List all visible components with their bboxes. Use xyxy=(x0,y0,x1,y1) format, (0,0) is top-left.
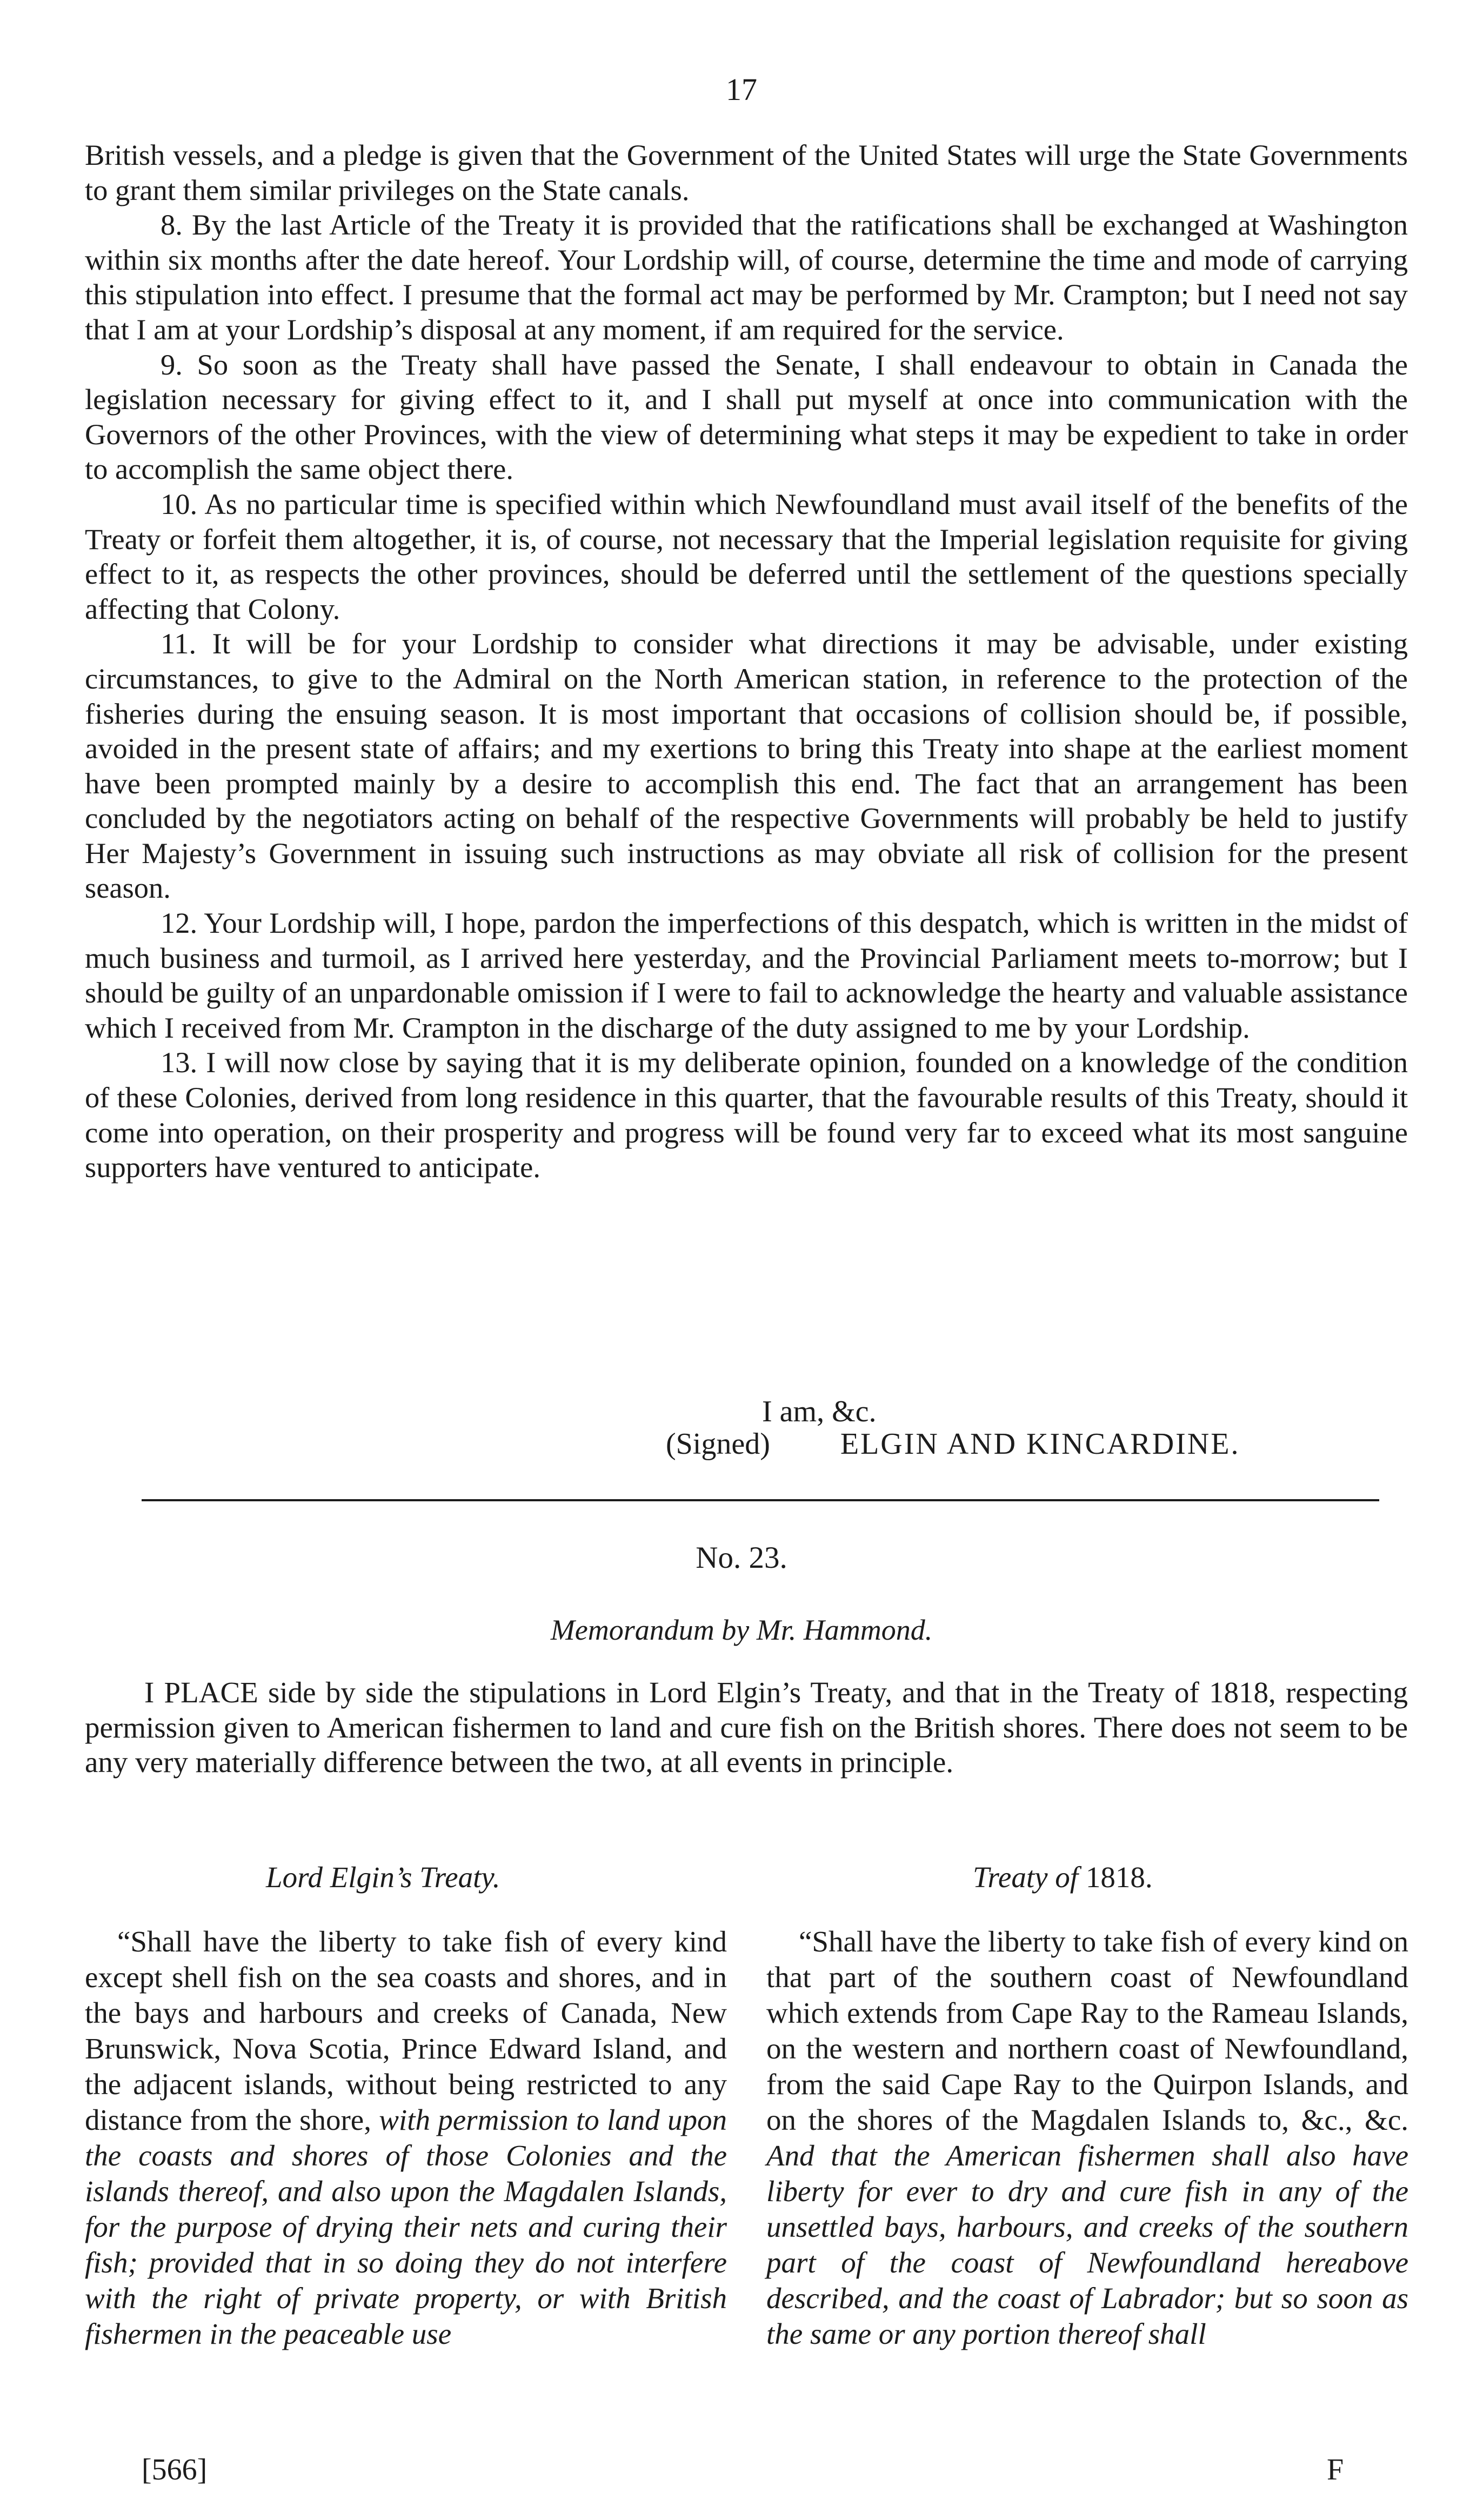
signed-label: (Signed) xyxy=(666,1427,770,1461)
paragraph-12: 12. Your Lordship will, I hope, pardon the imperfections of this despatch, which is written in the midst of much business and turmoil, as I arrived here yesterday, and the Provincial Parliament meets to-morrow; but I should be guilty of an unpardonable omission if I were to fail to acknowledge the hearty and valuable assistance which I received from Mr. Crampton in the discharge of the duty assigned to me by your Lordship. xyxy=(85,906,1408,1044)
signatory-name: ELGIN AND KINCARDINE. xyxy=(840,1427,1240,1461)
elgin-treaty-text xyxy=(85,1924,727,2352)
treaty-1818-text xyxy=(766,1924,1408,2352)
paragraph-11: 11. It will be for your Lordship to consider what directions it may be advisable, under existing circumstances, to give to the Admiral on the North American station, in reference to the protection of the fisheries during the ensuing season. It is most important that occasions of collision should be, if possible, avoided in the present state of affairs; and my exertions to bring this Treaty into shape at the earliest moment have been prompted mainly by a desire to accomplish this end. The fact that an arrangement has been concluded by the negotiators acting on behalf of the respective Governments will probably be held to justify Her Majesty’s Government in issuing such instructions as may obviate all risk of collision for the present season. xyxy=(85,627,1408,905)
elgin-text-roman: “Shall have the liberty to take fish of every kind except shell fish on the sea coasts and shores, and in the bays and harbours and creeks of Canada, New Brunswick, Nova Scotia, Prince Edward Island, and the adjacent islands, without being restricted to any distance from the shore, xyxy=(85,1925,727,2136)
section-divider xyxy=(142,1499,1379,1501)
paragraph-8: 8. By the last Article of the Treaty it is provided that the ratifications shall be exchanged at Washington within six months after the date hereof. Your Lordship will, of course, determine the time and mode of carrying this stipulation into effect. I presume that the formal act may be performed by Mr. Crampton; but I need not say that I am at your Lordship’s disposal at any moment, if am required for the service. xyxy=(85,208,1408,346)
document-number: No. 23. xyxy=(696,1541,787,1575)
paragraph-10: 10. As no particular time is specified within which Newfoundland must avail itself of the benefits of the Treaty or forfeit them altogether, it is, of course, not necessary that the Imperial legislation requisite for giving effect to it, as respects the other provinces, should be deferred until the settlement of the questions specially affecting that Colony. xyxy=(85,487,1408,625)
elgin-text-italic: with permission to land upon the coasts and shores of those Colonies and the islands thereof, and also upon the Magdalen Islands, for the purpose of drying their nets and curing their fish; provided that in so doing they do not interfere with the right of private property, or with British fishermen in the peaceable use xyxy=(85,2103,727,2350)
continuation-paragraph: British vessels, and a pledge is given that the Government of the United States will urge the State Governments to grant them similar privileges on the State canals. xyxy=(85,138,1408,206)
paragraph-13: 13. I will now close by saying that it is my deliberate opinion, founded on a knowledge of the condition of these Colonies, derived from long residence in this quarter, that the favourable results of this Treaty, should it come into operation, on their prosperity and progress will be found very far to exceed what its most sanguine supporters have ventured to anticipate. xyxy=(85,1046,1408,1184)
page-number: 17 xyxy=(726,72,757,107)
right-heading-year: 1818. xyxy=(1085,1861,1153,1894)
paragraph-9: 9. So soon as the Treaty shall have passed the Senate, I shall endeavour to obtain in Canada the legislation necessary for giving effect to it, and I shall put myself at once into communication with the Governors of the other Provinces, with the view of determining what steps it may be expedient to take in order to accomplish the same object there. xyxy=(85,347,1408,486)
memo-title: Memorandum by Mr. Hammond. xyxy=(550,1614,933,1646)
right-heading-label: Treaty of xyxy=(973,1861,1079,1894)
closing-salutation: I am, &c. xyxy=(762,1395,877,1428)
footer-reference: [566] xyxy=(142,2453,208,2486)
memo-intro: I PLACE side by side the stipulations in Lord Elgin’s Treaty, and that in the Treaty of 1818, respecting permission given to American fishermen to land and cure fish on the British shores. There does not seem to be any very materially difference between the two, at all events in principle. xyxy=(85,1676,1408,1779)
right-column-heading xyxy=(973,1860,1153,1894)
left-column-heading: Lord Elgin’s Treaty. xyxy=(266,1861,500,1894)
signature-line xyxy=(666,1427,1240,1461)
treaty-1818-text-italic: And that the American fishermen shall also have liberty for ever to dry and cure fish in any of the unsettled bays, harbours, and creeks of the southern part of the coast of Newfoundland hereabove described, and the coast of Labrador; but so soon as the same or any portion thereof shall xyxy=(766,2139,1408,2350)
footer-signature-mark: F xyxy=(1327,2453,1344,2486)
despatch-body xyxy=(85,138,1408,1185)
treaty-1818-text-roman: “Shall have the liberty to take fish of every kind on that part of the southern coast of Newfoundland which extends from Cape Ray to the Rameau Islands, on the western and northern coast of Newfoundland, from the said Cape Ray to the Quirpon Islands, and on the shores of the Magdalen Islands to, &c., &c. xyxy=(766,1925,1408,2136)
